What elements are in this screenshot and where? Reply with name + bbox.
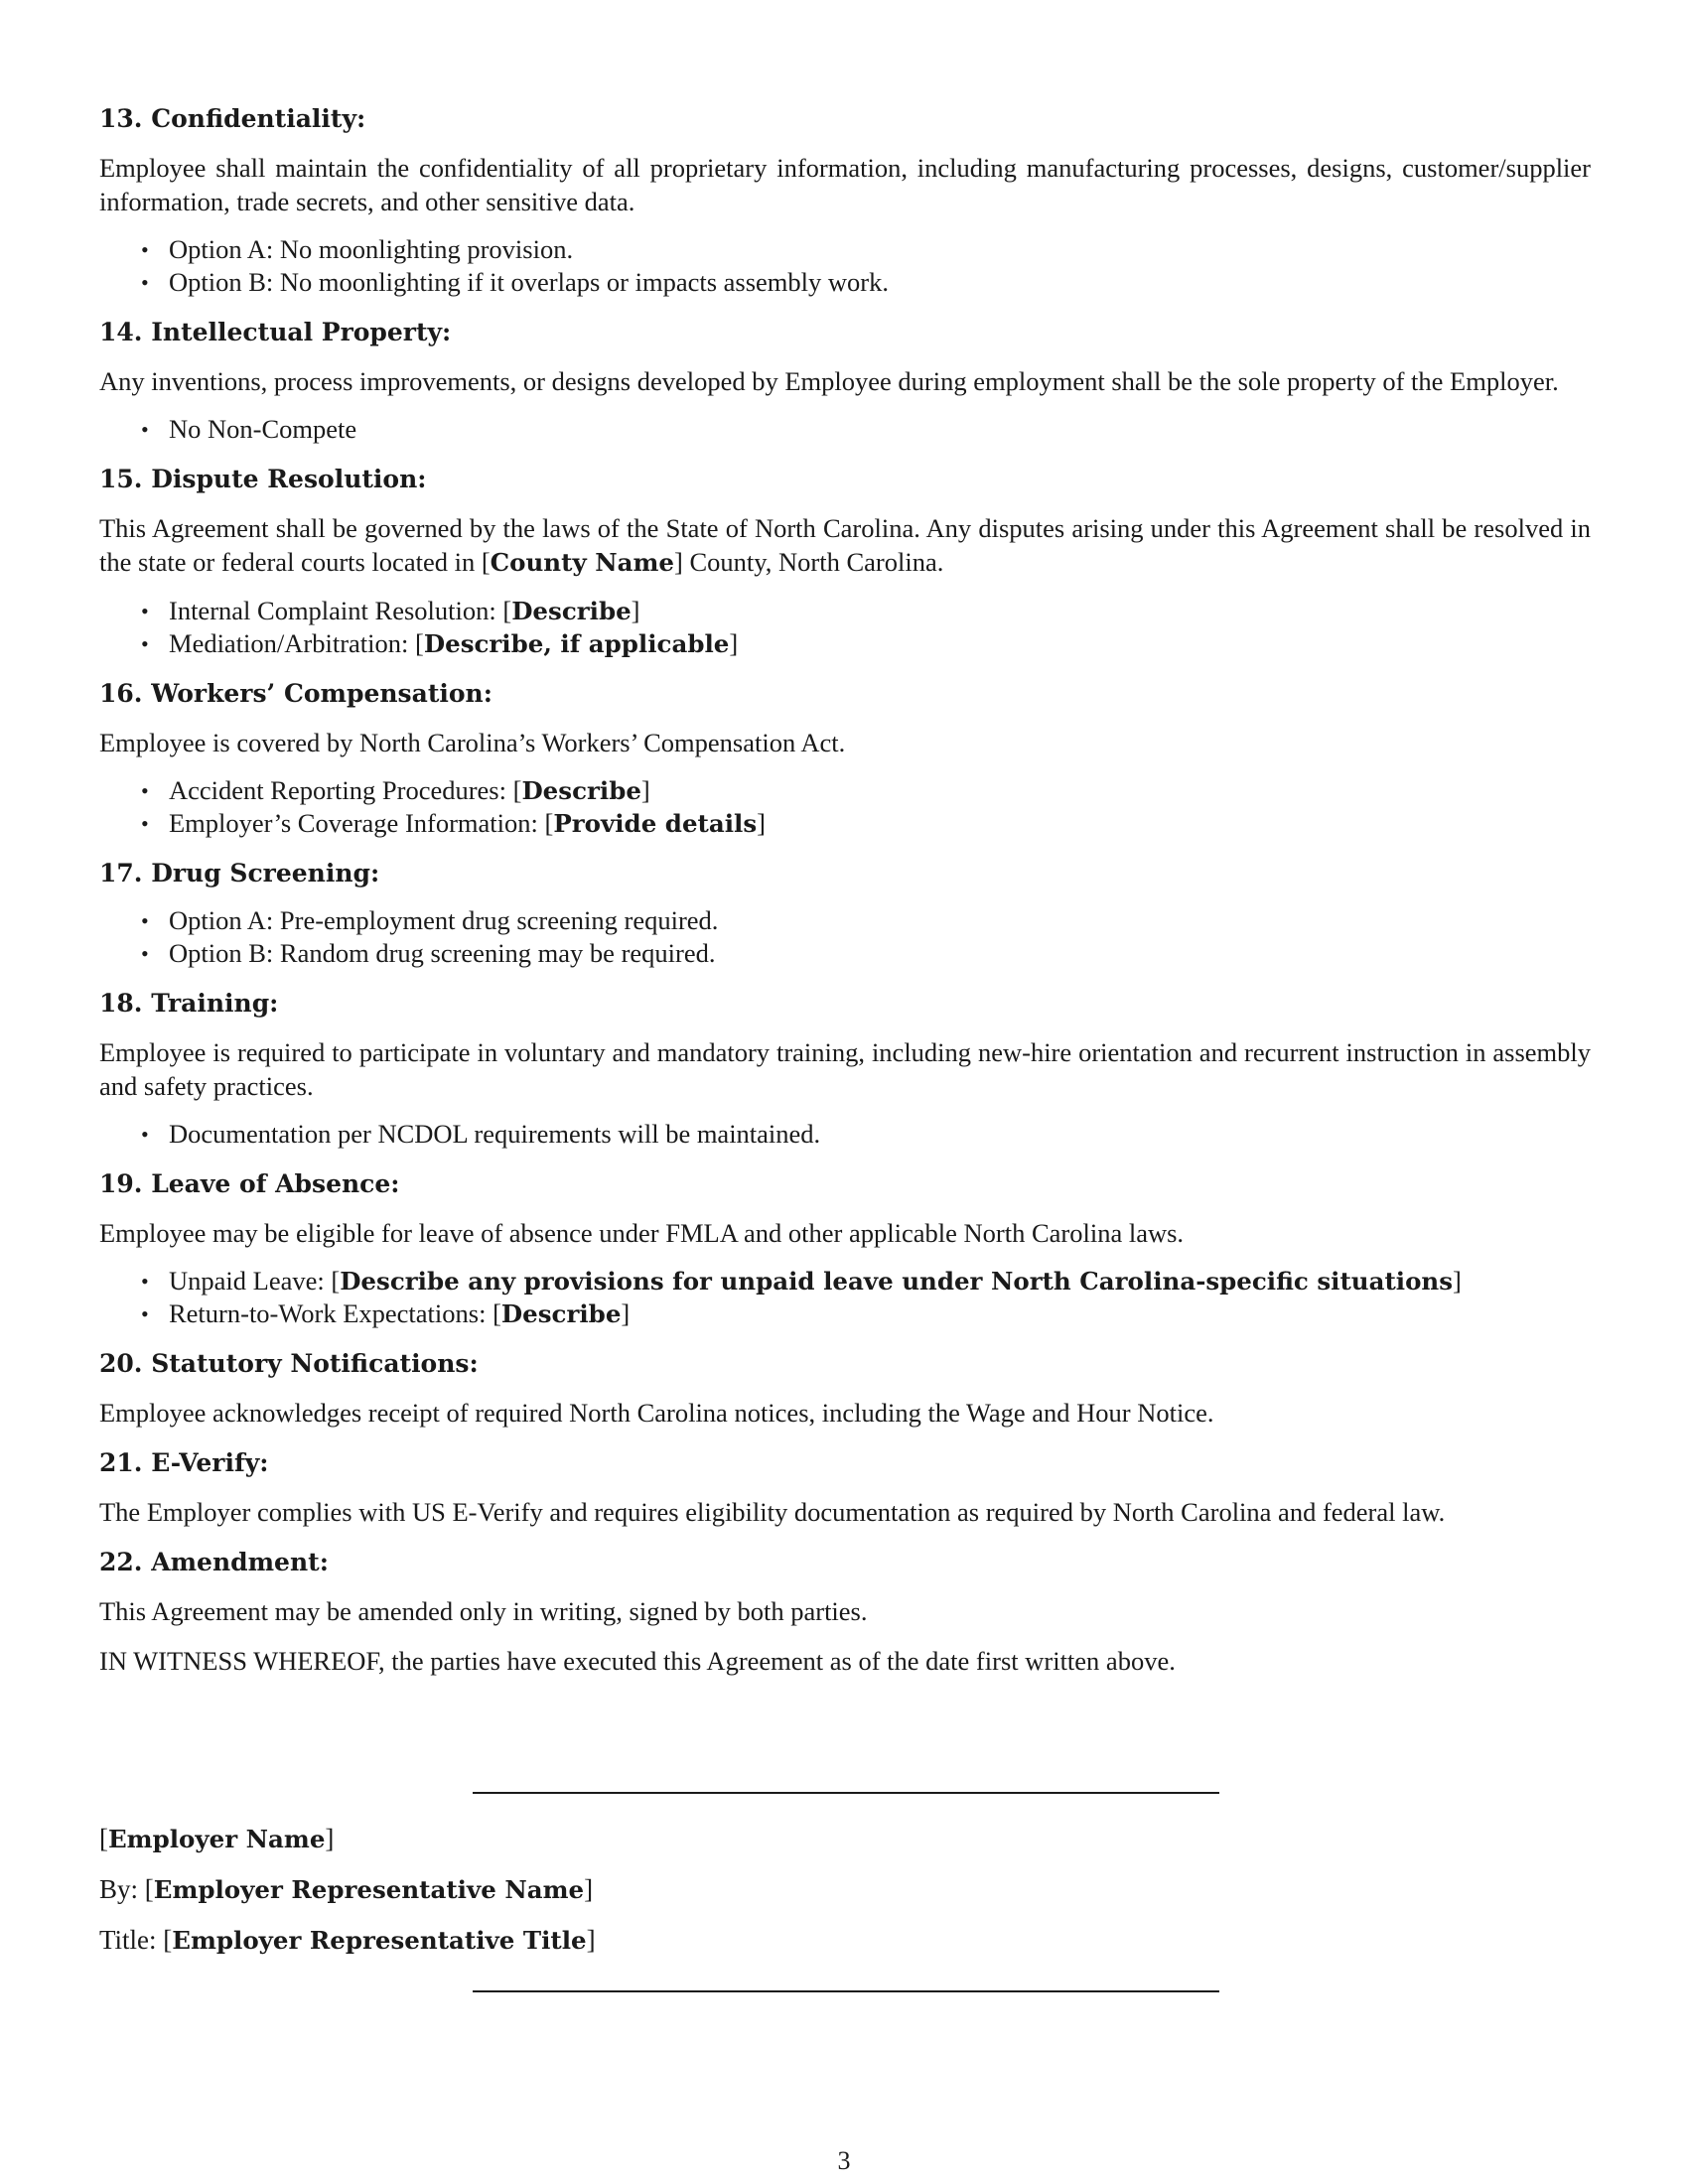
list-item-label: Employer’s Coverage Information: [ (169, 808, 554, 838)
section-17-list (99, 904, 1591, 970)
list-item-label: Accident Reporting Procedures: [ (169, 775, 522, 805)
list-item-text: Documentation per NCDOL requirements will be maintained. (169, 1119, 821, 1149)
placeholder-value: Describe any provisions for unpaid leave under North Carolina-specific situations (340, 1267, 1454, 1296)
section-15-body-text-end: ] County, North Carolina. (674, 547, 944, 577)
section-22-body: This Agreement may be amended only in writing, signed by both parties. (99, 1596, 868, 1626)
placeholder-value: Provide details (553, 809, 758, 838)
section-20-body: Employee acknowledges receipt of required North Carolina notices, including the Wage and Hour Notice. (99, 1398, 1214, 1428)
section-18-body: Employee is required to participate in voluntary and mandatory training, including new-hire orientation and recurrent instruction in assembly and safety practices. (99, 1037, 1591, 1101)
section-14-body: Any inventions, process improvements, or designs developed by Employee during employment shall be the sole property of the Employer. (99, 366, 1559, 396)
bullet-icon: • (141, 599, 149, 623)
witness-clause: IN WITNESS WHEREOF, the parties have executed this Agreement as of the date first written above. (99, 1646, 1176, 1676)
bracket-close: ] (586, 1925, 596, 1955)
bracket-close: ] (757, 808, 766, 838)
section-15-heading: 15. Dispute Resolution: (99, 465, 427, 493)
section-14-heading: 14. Intellectual Property: (99, 318, 452, 346)
list-item-text: No Non-Compete (169, 414, 357, 444)
representative-title-placeholder: Employer Representative Title (172, 1926, 587, 1955)
placeholder-value: Describe, if applicable (423, 629, 730, 658)
list-item (141, 937, 1591, 970)
bullet-icon: • (141, 908, 149, 933)
section-13-heading: 13. Confidentiality: (99, 104, 366, 133)
bracket-close: ] (729, 628, 739, 658)
list-item-text: Option A: No moonlighting provision. (169, 234, 574, 264)
signature-line (473, 1792, 1219, 1794)
bracket-close: ] (640, 775, 650, 805)
section-16-list (99, 774, 1591, 840)
list-item-label: Unpaid Leave: [ (169, 1266, 341, 1296)
employer-representative-row (99, 1872, 1092, 1907)
section-21-heading: 21. E-Verify: (99, 1448, 269, 1477)
section-15-list (99, 595, 1591, 660)
section-15-body (99, 511, 1591, 580)
bullet-icon: • (141, 941, 149, 966)
bullet-icon: • (141, 417, 149, 442)
bullet-icon: • (141, 237, 149, 262)
section-16-heading: 16. Workers’ Compensation: (99, 679, 492, 708)
bullet-icon: • (141, 1269, 149, 1294)
section-17-heading: 17. Drug Screening: (99, 859, 380, 887)
county-name-placeholder: County Name (490, 548, 674, 577)
section-19-body: Employee may be eligible for leave of absence under FMLA and other applicable North Carolina laws. (99, 1218, 1185, 1248)
bullet-icon: • (141, 778, 149, 803)
list-item-text: Option B: No moonlighting if it overlaps or impacts assembly work. (169, 267, 889, 297)
bullet-icon: • (141, 631, 149, 656)
bracket-close: ] (631, 596, 640, 625)
bullet-icon: • (141, 1122, 149, 1147)
list-item (141, 266, 1591, 299)
page-number: 3 (837, 2146, 851, 2175)
bullet-icon: • (141, 270, 149, 295)
list-item (141, 413, 1591, 446)
bracket-close: ] (621, 1298, 631, 1328)
section-15-body-text: This Agreement shall be governed by the laws of the State of North Carolina. Any disputes arising under this Agreement shall be resolved in the state or federal courts located in [ (99, 513, 1591, 577)
list-item (141, 1265, 1591, 1297)
list-item-text: Option A: Pre-employment drug screening required. (169, 905, 719, 935)
section-18-heading: 18. Training: (99, 989, 279, 1018)
section-13-list (99, 233, 1591, 299)
section-22-heading: 22. Amendment: (99, 1548, 329, 1576)
employer-title-row (99, 1923, 1092, 1958)
employer-name-row (99, 1822, 1092, 1856)
by-label: By: [ (99, 1874, 154, 1904)
section-21-body: The Employer complies with US E-Verify and requires eligibility documentation as required by North Carolina and federal law. (99, 1497, 1446, 1527)
signature-block (99, 1822, 1092, 1958)
section-14-list (99, 413, 1591, 446)
bracket-close: ] (584, 1874, 594, 1904)
list-item (141, 595, 1591, 627)
placeholder-value: Describe (500, 1299, 622, 1328)
signature-line (473, 1990, 1219, 1992)
bracket-close: ] (1453, 1266, 1462, 1296)
list-item-text: Option B: Random drug screening may be required. (169, 938, 716, 968)
list-item (141, 233, 1591, 266)
list-item (141, 904, 1591, 937)
bullet-icon: • (141, 1301, 149, 1326)
list-item (141, 807, 1591, 840)
list-item-label: Internal Complaint Resolution: [ (169, 596, 512, 625)
section-16-body: Employee is covered by North Carolina’s Workers’ Compensation Act. (99, 728, 846, 757)
list-item (141, 1297, 1591, 1330)
section-19-heading: 19. Leave of Absence: (99, 1169, 400, 1198)
list-item-label: Return-to-Work Expectations: [ (169, 1298, 501, 1328)
placeholder-value: Describe (521, 776, 641, 805)
title-label: Title: [ (99, 1925, 173, 1955)
employer-name-placeholder: Employer Name (108, 1825, 326, 1853)
section-18-list (99, 1118, 1591, 1151)
section-13-body: Employee shall maintain the confidentiality of all proprietary information, including manufacturing processes, designs, customer/supplier information, trade secrets, and other sensitive data. (99, 153, 1591, 216)
list-item (141, 774, 1591, 807)
bracket-open: [ (99, 1824, 108, 1853)
document-content (99, 99, 1591, 1678)
list-item (141, 1118, 1591, 1151)
section-19-list (99, 1265, 1591, 1330)
section-20-heading: 20. Statutory Notifications: (99, 1349, 479, 1378)
list-item-label: Mediation/Arbitration: [ (169, 628, 424, 658)
list-item (141, 627, 1591, 660)
bracket-close: ] (325, 1824, 335, 1853)
representative-name-placeholder: Employer Representative Name (153, 1875, 585, 1904)
placeholder-value: Describe (511, 597, 632, 625)
bullet-icon: • (141, 811, 149, 836)
